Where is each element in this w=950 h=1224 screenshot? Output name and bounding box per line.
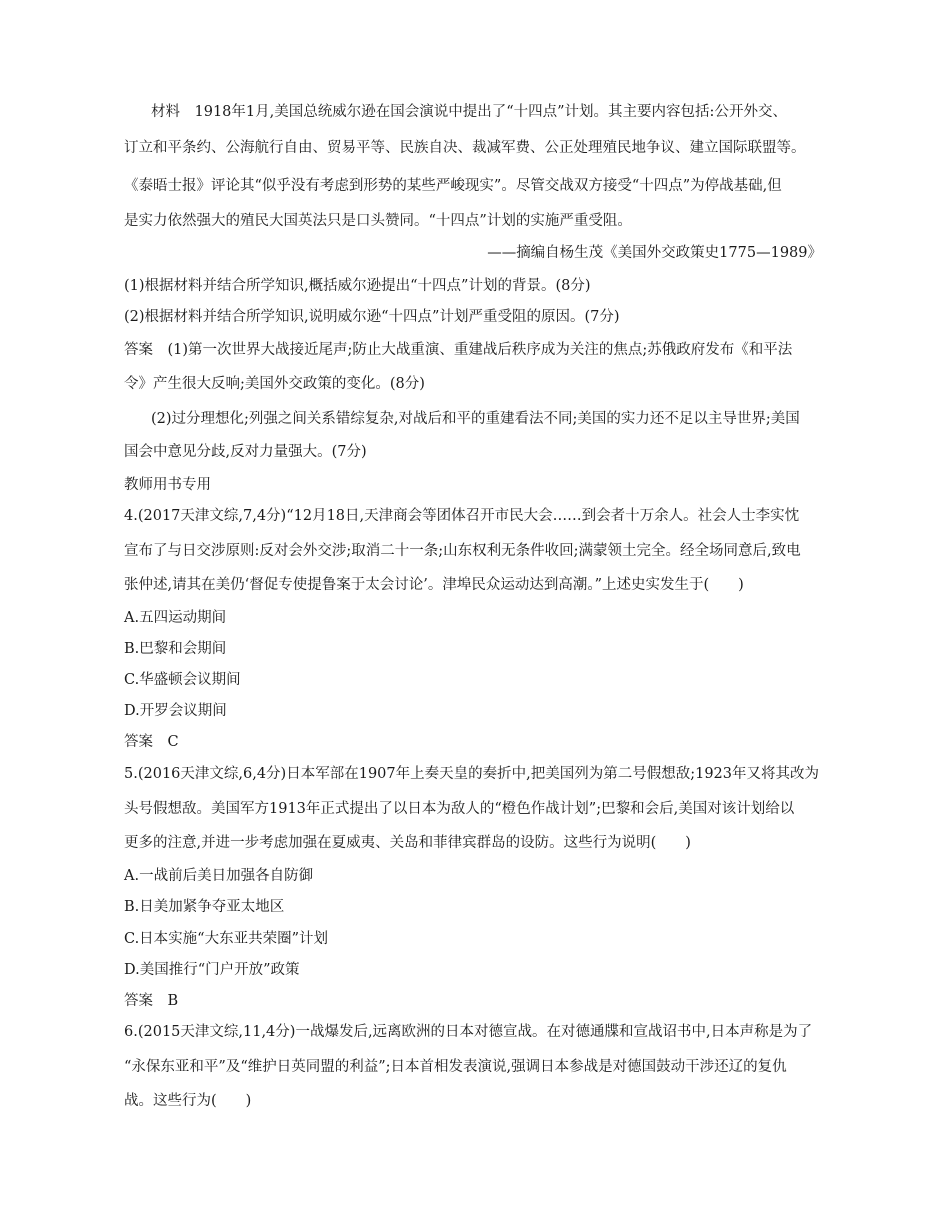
material-line-1: 材料 1918年1月,美国总统威尔逊在国会演说中提出了“十四点”计划。其主要内容包括:公开外交、 [151, 104, 787, 120]
teacher-note: 教师用书专用 [124, 477, 211, 493]
q4-stem-line-1: 4.(2017天津文综,7,4分)“12月18日,天津商会等团体召开市民大会……到会者十万余人。社会人士李实忱 [124, 508, 800, 524]
q4-stem-line-3: 张仲述,请其在美仍‘督促专使提鲁案于太会讨论’。津埠民众运动达到高潮。”上述史实发生于( ) [124, 577, 744, 593]
q6-stem-line-1: 6.(2015天津文综,11,4分)一战爆发后,远离欧洲的日本对德宣战。在对德通牒和宣战诏书中,日本声称是为了 [124, 1024, 813, 1040]
question-2: (2)根据材料并结合所学知识,说明威尔逊“十四点”计划严重受阻的原因。(7分) [124, 309, 620, 325]
material-source: ——摘编自杨生茂《美国外交政策史1775—1989》 [487, 245, 822, 261]
q4-answer: 答案 C [124, 734, 179, 750]
q5-option-d: D.美国推行“门户开放”政策 [124, 962, 300, 978]
q4-stem-line-2: 宣布了与日交涉原则:反对会外交涉;取消二十一条;山东权利无条件收回;满蒙领土完全。经全场同意后,致电 [124, 543, 801, 559]
q4-option-d: D.开罗会议期间 [124, 703, 227, 719]
material-line-2: 订立和平条约、公海航行自由、贸易平等、民族自决、裁减军费、公正处理殖民地争议、建立国际联盟等。 [124, 140, 806, 156]
q5-stem-line-3: 更多的注意,并进一步考虑加强在夏威夷、关岛和菲律宾群岛的设防。这些行为说明( ) [124, 835, 691, 851]
question-1: (1)根据材料并结合所学知识,概括威尔逊提出“十四点”计划的背景。(8分) [124, 278, 591, 294]
q5-stem-line-2: 头号假想敌。美国军方1913年正式提出了以日本为敌人的“橙色作战计划”;巴黎和会后,美国对该计划给以 [124, 801, 795, 817]
q4-option-c: C.华盛顿会议期间 [124, 672, 241, 688]
q5-answer: 答案 B [124, 993, 179, 1009]
answer-line-2: 令》产生很大反响;美国外交政策的变化。(8分) [124, 376, 425, 392]
q4-option-b: B.巴黎和会期间 [124, 641, 227, 657]
q4-option-a: A.五四运动期间 [124, 610, 227, 626]
q6-stem-line-3: 战。这些行为( ) [124, 1093, 252, 1109]
q5-option-a: A.一战前后美日加强各自防御 [124, 868, 314, 884]
q5-stem-line-1: 5.(2016天津文综,6,4分)日本军部在1907年上奏天皇的奏折中,把美国列为第二号假想敌;1923年又将其改为 [124, 766, 820, 782]
answer-line-1: 答案 (1)第一次世界大战接近尾声;防止大战重演、重建战后秩序成为关注的焦点;苏俄政府发布《和平法 [124, 342, 793, 358]
q6-stem-line-2: “永保东亚和平”及“维护日英同盟的利益”;日本首相发表演说,强调日本参战是对德国鼓动干涉还辽的复仇 [124, 1059, 787, 1075]
material-line-3: 《泰晤士报》评论其“似乎没有考虑到形势的某些严峻现实”。尽管交战双方接受“十四点”为停战基础,但 [124, 178, 782, 194]
answer-line-4: 国会中意见分歧,反对力量强大。(7分) [124, 444, 367, 460]
q5-option-b: B.日美加紧争夺亚太地区 [124, 899, 285, 915]
q5-option-c: C.日本实施“大东亚共荣圈”计划 [124, 931, 329, 947]
answer-line-3: (2)过分理想化;列强之间关系错综复杂,对战后和平的重建看法不同;美国的实力还不足以主导世界;美国 [151, 411, 800, 427]
material-line-4: 是实力依然强大的殖民大国英法只是口头赞同。“十四点”计划的实施严重受阻。 [124, 213, 632, 229]
